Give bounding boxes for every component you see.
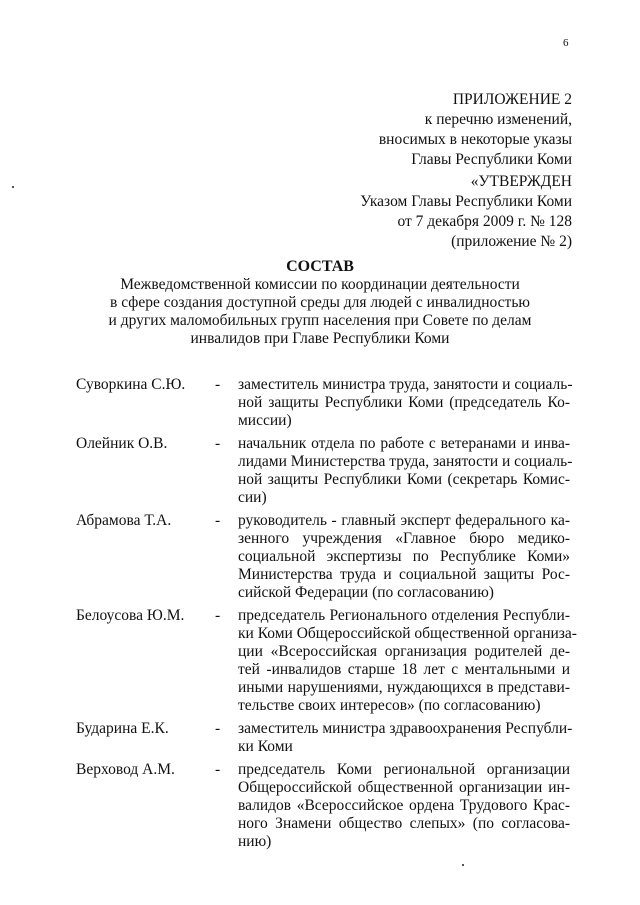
member-separator: - — [215, 720, 221, 737]
description-line: заместитель министра труда, занятости и социаль- — [238, 376, 573, 393]
subtitle-line: Межведомственной комиссии по координации деятельности — [120, 276, 520, 293]
approval-header — [360, 172, 572, 252]
member-description — [238, 607, 577, 715]
description-line: ции «Всероссийская организация родителей де- — [238, 643, 570, 660]
appendix-line: вносимых в некоторые указы — [378, 131, 572, 148]
member-name: Бударина Е.К. — [76, 720, 169, 737]
subtitle-line: в сфере создания доступной среды для людей с инвалидностью — [110, 294, 530, 311]
member-name: Белоусова Ю.М. — [76, 607, 185, 624]
description-line: руководитель - главный эксперт федерального ка- — [238, 512, 570, 529]
member-name: Верховод А.М. — [76, 761, 175, 778]
member-description — [238, 435, 573, 507]
member-separator: - — [215, 435, 221, 452]
approval-line: Указом Главы Республики Коми — [360, 193, 572, 210]
description-line: заместитель министра здравоохранения Республи- — [238, 720, 573, 737]
description-line: Общероссийской общественной организации ин- — [238, 779, 570, 796]
description-line: социальной экспертизы по Республике Коми» — [238, 548, 570, 565]
appendix-line: Главы Республики Коми — [411, 151, 572, 168]
member-description — [238, 761, 570, 851]
description-line: председатель Коми региональной организации — [238, 761, 570, 778]
description-line: ной защиты Республики Коми (председатель Ко- — [238, 394, 570, 411]
description-line: Министерства труда и социальной защиты Рос- — [238, 566, 570, 583]
member-entry — [0, 720, 640, 756]
member-description — [238, 376, 573, 430]
description-line: ного Знамени общество слепых» (по согласова- — [238, 815, 570, 832]
member-separator: - — [215, 376, 221, 393]
description-line: тей -инвалидов старше 18 лет с ментальными и — [238, 661, 570, 678]
scan-mark — [12, 186, 14, 188]
member-entry — [0, 435, 640, 507]
member-description — [238, 512, 570, 602]
description-line: сии) — [238, 489, 267, 506]
subtitle-line: инвалидов при Главе Республики Коми — [190, 330, 450, 347]
subtitle-line: и других маломобильных групп населения при Совете по делам — [108, 312, 532, 329]
member-entry — [0, 376, 640, 430]
member-entry — [0, 512, 640, 602]
appendix-line: ПРИЛОЖЕНИЕ 2 — [452, 91, 572, 108]
description-line: ной защиты Республики Коми (секретарь Комис- — [238, 471, 570, 488]
description-line: начальник отдела по работе с ветеранами и инва- — [238, 435, 570, 452]
member-description — [238, 720, 573, 756]
description-line: председатель Регионального отделения Республи- — [238, 607, 570, 624]
member-name: Олейник О.В. — [76, 435, 168, 452]
document-title: СОСТАВ — [286, 258, 354, 275]
description-line: тельстве своих интересов» (по согласованию) — [238, 697, 541, 714]
member-name: Суворкина С.Ю. — [76, 376, 186, 393]
member-separator: - — [215, 607, 221, 624]
member-name: Абрамова Т.А. — [76, 512, 172, 529]
scan-mark — [462, 864, 464, 866]
document-subtitle — [0, 276, 640, 348]
approval-line: от 7 декабря 2009 г. № 128 — [397, 213, 572, 230]
appendix-header — [379, 90, 572, 170]
description-line: нию) — [238, 833, 272, 850]
description-line: миссии) — [238, 412, 292, 429]
description-line: ки Коми Общероссийской общественной организа- — [238, 625, 577, 642]
approval-line: «УТВЕРЖДЕН — [470, 173, 572, 190]
member-entry — [0, 761, 640, 851]
description-line: сийской Федерации (по согласованию) — [238, 584, 494, 601]
member-separator: - — [215, 512, 221, 529]
description-line: иными нарушениями, нуждающихся в представи- — [238, 679, 570, 696]
member-separator: - — [215, 761, 221, 778]
appendix-line: к перечню изменений, — [424, 111, 572, 128]
description-line: валидов «Всероссийское ордена Трудового Крас- — [238, 797, 570, 814]
page-number: 6 — [563, 37, 569, 49]
member-list — [0, 376, 640, 856]
description-line: лидами Министерства труда, занятости и социаль- — [238, 453, 573, 470]
approval-line: (приложение № 2) — [451, 233, 572, 250]
description-line: зенного учреждения «Главное бюро медико- — [238, 530, 570, 547]
member-entry — [0, 607, 640, 715]
description-line: ки Коми — [238, 738, 293, 755]
